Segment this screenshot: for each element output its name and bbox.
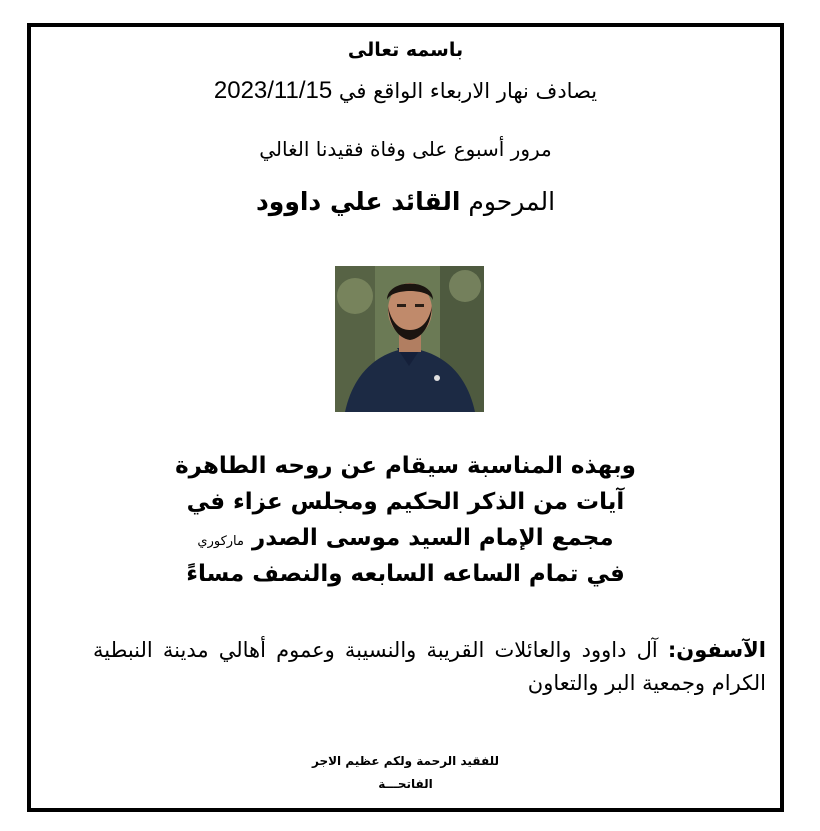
deceased-name: القائد علي داوود bbox=[255, 187, 461, 216]
deceased-line bbox=[31, 187, 780, 216]
mourners-text: آل داوود والعائلات القريبة والنسيبة وعموم أهالي مدينة النبطية الكرام وجمعية البر والتعاون bbox=[93, 638, 766, 695]
date-value: 2023/11/15 bbox=[213, 77, 333, 104]
deceased-prefix: المرحوم bbox=[468, 187, 556, 216]
date-line-prefix: يصادف نهار الاربعاء الواقع في bbox=[338, 79, 598, 103]
body-line-2: آيات من الذكر الحكيم ومجلس عزاء في bbox=[186, 489, 625, 515]
body-line-4: في تمام الساعه السابعه والنصف مساءً bbox=[186, 561, 625, 587]
invocation-heading: باسمه تعالى bbox=[347, 39, 464, 61]
mourners-paragraph bbox=[93, 634, 766, 700]
portrait-photo bbox=[335, 266, 484, 412]
venue-name: مجمع الإمام السيد موسى الصدر bbox=[252, 525, 614, 551]
portrait-photo-icon bbox=[335, 266, 484, 412]
venue-note: ماركوري bbox=[197, 534, 244, 549]
footer-line-1: للفقيد الرحمة ولكم عظيم الاجر bbox=[312, 754, 499, 768]
announcement-frame bbox=[27, 23, 784, 812]
body-line-1: وبهذه المناسبة سيقام عن روحه الطاهرة bbox=[175, 453, 636, 479]
body-line-3 bbox=[31, 525, 780, 551]
occasion-line: مرور أسبوع على وفاة فقيدنا الغالي bbox=[259, 137, 552, 161]
date-line bbox=[31, 77, 780, 105]
mourners-label: الآسفون: bbox=[667, 638, 766, 662]
footer-line-2: الفاتحـــة bbox=[378, 777, 433, 791]
